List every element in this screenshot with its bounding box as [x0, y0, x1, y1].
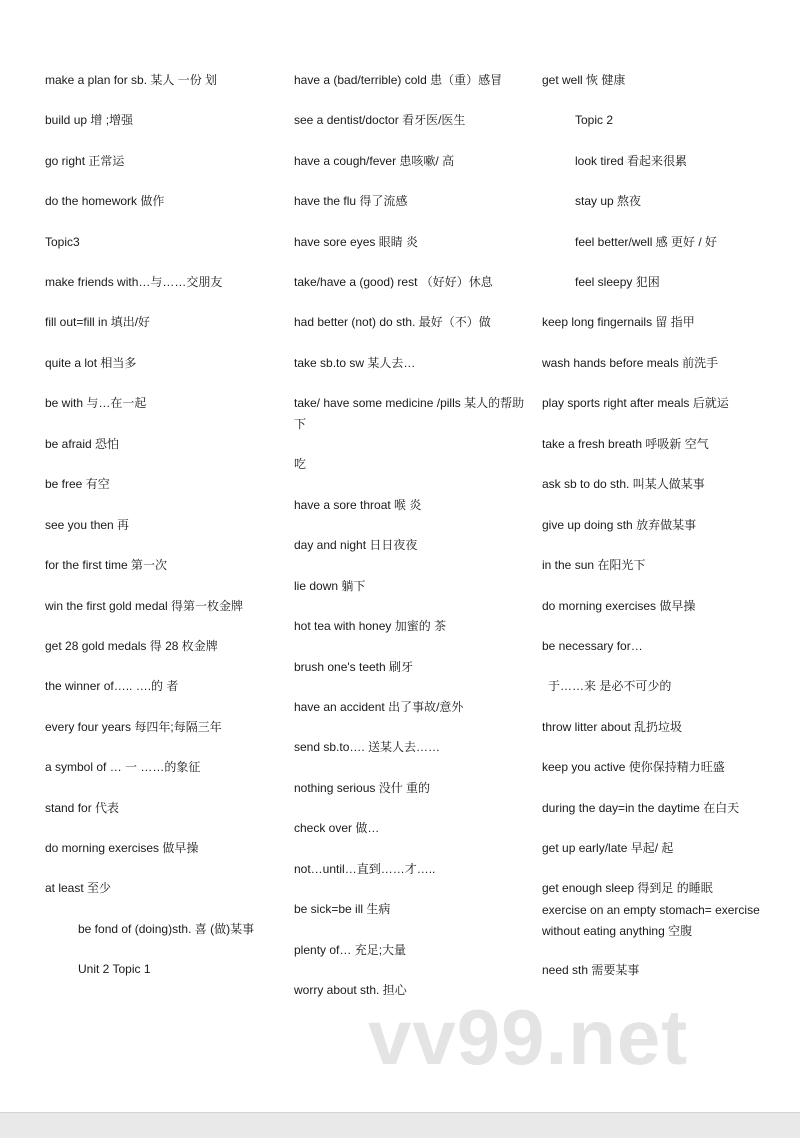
vocab-entry: have a (bad/terrible) cold 患（重）感冒 [294, 73, 503, 87]
vocab-entry: ask sb to do sth. 叫某人做某事 [542, 477, 705, 491]
vocab-entry: have a sore throat 喉 炎 [294, 498, 422, 512]
vocab-entry: play sports right after meals 后就运 [542, 396, 729, 410]
vocab-entry: have an accident 出了事故/意外 [294, 700, 464, 714]
vocab-entry: a symbol of … 一 ……的象征 [45, 760, 201, 774]
vocab-entry: plenty of… 充足;大量 [294, 943, 407, 957]
vocab-entry: in the sun 在阳光下 [542, 558, 646, 572]
vocab-entry: do morning exercises 做早操 [45, 841, 199, 855]
vocab-entry: be with 与…在一起 [45, 396, 147, 410]
vocab-entry: throw litter about 乱扔垃圾 [542, 720, 683, 734]
vocab-entry: get up early/late 早起/ 起 [542, 841, 674, 855]
vocab-entry: quite a lot 相当多 [45, 356, 137, 370]
section-heading: Unit 2 Topic 1 [78, 962, 151, 976]
vocab-entry: hot tea with honey 加蜜的 茶 [294, 619, 447, 633]
vocab-entry: check over 做… [294, 821, 380, 835]
vocab-entry: be fond of (doing)sth. 喜 (做)某事 [78, 922, 255, 936]
vocab-entry: make a plan for sb. 某人 一份 划 [45, 73, 218, 87]
vocab-entry: look tired 看起来很累 [575, 154, 688, 168]
vocab-entry: 于……来 是必不可少的 [548, 679, 672, 693]
vocab-entry: brush one's teeth 刷牙 [294, 660, 414, 674]
vocab-entry: for the first time 第一次 [45, 558, 168, 572]
vocab-entry: day and night 日日夜夜 [294, 538, 418, 552]
vocab-entry: see a dentist/doctor 看牙医/医生 [294, 113, 466, 127]
vocab-entry: take a fresh breath 呼吸新 空气 [542, 437, 709, 451]
vocab-entry: be sick=be ill 生病 [294, 902, 391, 916]
vocab-entry: during the day=in the daytime 在白天 [542, 801, 740, 815]
watermark: vv99.net [368, 993, 689, 1081]
vocab-entry: be free 有空 [45, 477, 110, 491]
vocab-entry: see you then 再 [45, 518, 130, 532]
vocab-entry: take sb.to sw 某人去… [294, 356, 416, 370]
vocab-entry: get 28 gold medals 得 28 枚金牌 [45, 639, 218, 653]
vocab-entry: at least 至少 [45, 881, 112, 895]
section-heading: Topic 2 [575, 113, 614, 127]
vocab-entry: keep long fingernails 留 指甲 [542, 315, 695, 329]
vocab-entry: need sth 需要某事 [542, 963, 640, 977]
vocab-entry: wash hands before meals 前洗手 [542, 356, 719, 370]
vocab-entry: keep you active 使你保持精力旺盛 [542, 760, 725, 774]
vocab-entry: give up doing sth 放弃做某事 [542, 518, 697, 532]
vocab-entry: get enough sleep 得到足 的睡眠 [542, 881, 713, 895]
page-bottom-strip [0, 1112, 800, 1138]
vocab-entry: exercise on an empty stomach= exercise without eating anything 空腹 [542, 903, 760, 938]
vocab-entry: be necessary for… [542, 639, 643, 653]
vocab-entry: do the homework 做作 [45, 194, 165, 208]
vocab-entry: every four years 每四年;每隔三年 [45, 720, 222, 734]
vocab-entry: be afraid 恐怕 [45, 437, 120, 451]
vocab-entry: have a cough/fever 患咳嗽/ 高 [294, 154, 455, 168]
vocab-entry: 吃 [294, 457, 307, 471]
vocab-entry: have the flu 得了流感 [294, 194, 408, 208]
vocab-entry: worry about sth. 担心 [294, 983, 407, 997]
vocab-entry: feel sleepy 犯困 [575, 275, 660, 289]
vocab-entry: take/have a (good) rest （好好）休息 [294, 275, 493, 289]
vocab-entry: go right 正常运 [45, 154, 125, 168]
vocab-entry: build up 增 ;增强 [45, 113, 134, 127]
vocab-entry: fill out=fill in 填出/好 [45, 315, 151, 329]
section-heading: Topic3 [45, 235, 80, 249]
vocab-entry: the winner of….. ….的 者 [45, 679, 179, 693]
vocab-entry: send sb.to…. 送某人去…… [294, 740, 441, 754]
vocab-entry: nothing serious 没什 重的 [294, 781, 431, 795]
vocab-entry: win the first gold medal 得第一枚金牌 [45, 599, 244, 613]
vocab-entry: had better (not) do sth. 最好（不）做 [294, 315, 491, 329]
vocab-entry: stand for 代表 [45, 801, 120, 815]
vocab-entry: make friends with…与……交朋友 [45, 275, 223, 289]
vocab-entry: get well 恢 健康 [542, 73, 626, 87]
vocab-entry: feel better/well 感 更好 / 好 [575, 235, 718, 249]
vocab-entry: take/ have some medicine /pills 某人的帮助下 [294, 396, 525, 431]
vocab-entry: stay up 熬夜 [575, 194, 642, 208]
vocab-entry: have sore eyes 眼睛 炎 [294, 235, 419, 249]
vocab-entry: do morning exercises 做早操 [542, 599, 696, 613]
vocab-entry: not…until…直到……才….. [294, 862, 436, 876]
vocab-entry: lie down 躺下 [294, 579, 366, 593]
